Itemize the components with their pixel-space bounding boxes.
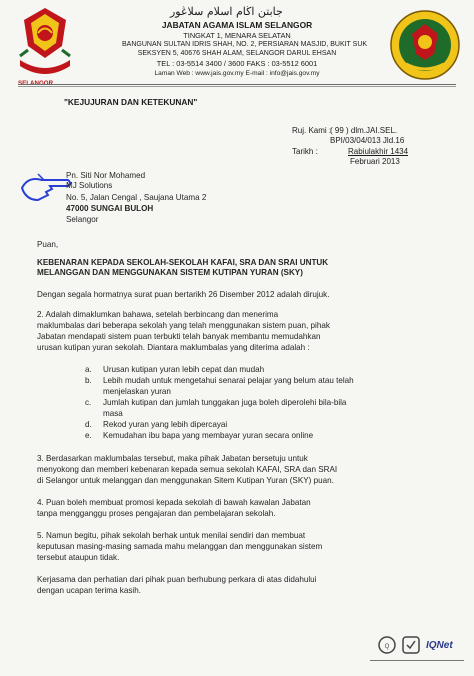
salutation: Puan, — [37, 240, 59, 249]
opening-line: Dengan segala hormatnya surat puan bertarikh 26 Disember 2012 adalah dirujuk. — [37, 290, 330, 299]
para3-line-3: di Selangor untuk melanggan dan menggunakan Sitem Kutipan Yuran (SKY) puan. — [37, 476, 334, 485]
footer-divider — [370, 660, 464, 661]
closing-line-1: Kerjasama dan perhatian dari pihak puan berhubung perkara di atas didahului — [37, 575, 317, 584]
para2-line-3: Jabatan mendapati sistem puan terbukti telah banyak membantu memudahkan — [37, 332, 321, 341]
reference-number: ( 99 ) dlm.JAI.SEL. — [330, 126, 398, 135]
para2-line-1: 2. Adalah dimaklumkan bahawa, setelah berbincang dan menerima — [37, 310, 279, 319]
closing-line-2: dengan ucapan terima kasih. — [37, 586, 141, 595]
recipient-name: Pn. Siti Nor Mohamed — [66, 171, 146, 180]
list-item-e-marker: e. — [85, 431, 92, 440]
recipient-state: Selangor — [66, 215, 99, 224]
motto: "KEJUJURAN DAN KETEKUNAN" — [64, 97, 198, 107]
list-item-d-marker: d. — [85, 420, 92, 429]
list-item-c-2: masa — [103, 409, 123, 418]
selangor-crest-logo — [14, 6, 76, 84]
recipient-company: MJ Solutions — [66, 181, 113, 190]
header-divider — [18, 84, 456, 85]
header-divider-2 — [18, 86, 456, 87]
recipient-address-1: No. 5, Jalan Cengal , Saujana Utama 2 — [66, 193, 207, 202]
recipient-postcode: 47000 SUNGAI BULOH — [66, 204, 154, 213]
department-name: JABATAN AGAMA ISLAM SELANGOR — [161, 20, 313, 30]
svg-text:Q: Q — [384, 644, 390, 650]
list-item-b-marker: b. — [85, 376, 92, 385]
iqnet-logo: IQNet — [426, 640, 453, 651]
list-item-a-marker: a. — [85, 365, 92, 374]
para2-line-4: urusan kutipan yuran sekolah. Diantara maklumbalas yang diterima adalah : — [37, 343, 310, 352]
list-item-b-1: Lebih mudah untuk mengetahui senarai pelajar yang belum atau telah — [103, 376, 354, 385]
para5-line-2: keputusan masing-masing samada mahu melanggan dan menggunakan sistem — [37, 542, 323, 551]
contact-web-email: Laman Web : www.jais.gov.my E-mail : info@jais.gov.my — [154, 70, 320, 77]
reference-label: Ruj. Kami : — [292, 126, 332, 135]
subject-line-1: KEBENARAN KEPADA SEKOLAH-SEKOLAH KAFAI, SRA DAN SRAI UNTUK — [37, 258, 329, 267]
para2-line-2: maklumbalas dari beberapa sekolah yang telah menggunakan sistem puan, pihak — [37, 321, 330, 330]
reference-number-2: BPI/03/04/013 Jld.16 — [330, 136, 405, 145]
para5-line-3: tersebut ataupun tidak. — [37, 553, 120, 562]
list-item-a: Urusan kutipan yuran lebih cepat dan mudah — [103, 365, 265, 374]
subject-line-2: MELANGGAN DAN MENGGUNAKAN SISTEM KUTIPAN YURAN (SKY) — [37, 268, 303, 277]
list-item-d: Rekod yuran yang lebih dipercayai — [103, 420, 228, 429]
contact-phone-fax: TEL : 03-5514 3400 / 3600 FAKS : 03-5512 6001 — [156, 59, 318, 68]
list-item-c-marker: c. — [85, 398, 92, 407]
pointing-hand-stamp — [18, 170, 72, 206]
certification-logo — [402, 636, 420, 654]
quality-seal-logo — [378, 636, 396, 654]
arabic-title: جابتن اڬام اسلام سلاڠور — [170, 5, 283, 18]
date-label: Tarikh : — [292, 147, 318, 156]
list-item-b-2: menjelaskan yuran — [103, 387, 171, 396]
gregorian-date: Februari 2013 — [350, 157, 400, 166]
para3-line-1: 3. Berdasarkan maklumbalas tersebut, maka pihak Jabatan bersetuju untuk — [37, 454, 308, 463]
para4-line-2: tanpa mengganggu proses pengajaran dan pembelajaran sekolah. — [37, 509, 276, 518]
address-line-2: BANGUNAN SULTAN IDRIS SHAH, NO. 2, PERSIARAN MASJID, BUKIT SUK — [122, 41, 368, 48]
para4-line-1: 4. Puan boleh membuat promosi kepada sekolah di bawah kawalan Jabatan — [37, 498, 311, 507]
para5-line-1: 5. Namun begitu, pihak sekolah berhak untuk menilai sendiri dan membuat — [37, 531, 306, 540]
hijri-date: Rabiulakhir 1434 — [348, 147, 409, 156]
jais-emblem-logo — [388, 8, 462, 82]
address-line-1: TINGKAT 1, MENARA SELATAN — [183, 31, 291, 40]
list-item-c-1: Jumlah kutipan dan jumlah tunggakan juga boleh diperolehi bila-bila — [103, 398, 347, 407]
list-item-e: Kemudahan ibu bapa yang membayar yuran secara online — [103, 431, 314, 440]
address-line-3: SEKSYEN 5, 40676 SHAH ALAM, SELANGOR DARUL EHSAN — [137, 50, 337, 57]
para3-line-2: menyokong dan memberi kebenaran kepada semua sekolah KAFAI, SRA dan SRAI — [37, 465, 338, 474]
